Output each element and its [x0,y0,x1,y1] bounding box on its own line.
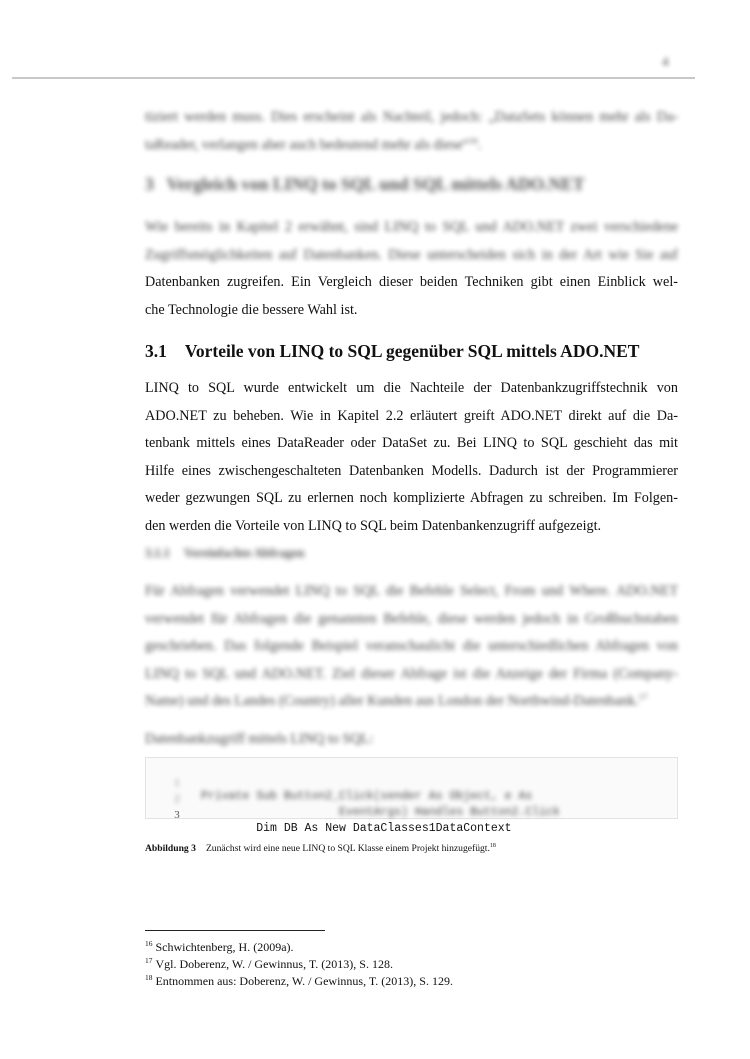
code-line-text-1: Private Sub Button2_Click(sender As Object, e As [201,790,533,803]
section-3-title: Vergleich von LINQ to SQL und SQL mittels ADO.NET [166,174,585,194]
code-intro-line: Datenbankzugriff mittels LINQ to SQL: [145,730,374,747]
section-3-heading [145,174,585,195]
section-3-1-1-number: 3.1.1 [145,546,170,560]
section-3-1-paragraph [145,375,678,540]
intro-paragraph [145,104,678,159]
footnote-18 [145,974,453,989]
code-line-number-2: 2 [174,793,180,805]
section-3-1-line-5: weder gezwungen SQL zu erlernen noch komplizierte Abfragen zu schreiben. Im Folgen- [145,490,678,506]
footnote-number-16: 16 [145,939,153,948]
section-3-blurred-line-2: Zugriffsmöglichkeiten auf Datenbanken. Diese unterscheiden sich in der Art wie Sie auf [145,246,678,263]
figure-caption [145,843,496,854]
section-3-paragraph [145,214,678,324]
footnote-text-17: Vgl. Doberenz, W. / Gewinnus, T. (2013), S. 128. [155,957,393,971]
footnote-text-18: Entnommen aus: Doberenz, W. / Gewinnus, T. (2013), S. 129. [155,974,453,988]
footnote-number-17: 17 [145,956,153,965]
section-3-1-1-heading [145,546,304,561]
section-3-line-1: Datenbanken zugreifen. Ein Vergleich dieser beiden Techniken gibt einen Einblick wel- [145,274,678,290]
intro-line-2: taReader, verlangen aber auch bedeutend mehr als diese“$^{16}$. [145,134,482,153]
section-3-1-heading [145,341,639,362]
section-3-line-2: che Technologie die bessere Wahl ist. [145,301,358,318]
section-3-1-1-line-3: geschrieben. Das folgende Beispiel veranschaulicht die unterschiedlichen Abfragen von [145,638,678,654]
figure-caption-text: Zunächst wird eine neue LINQ to SQL Klasse einem Projekt hinzugefügt. [205,843,490,854]
page-number: 4 [662,54,669,69]
section-3-1-line-4: Hilfe eines zwischengeschalteten Datenbanken Modells. Dadurch ist der Programmierer [145,462,678,479]
section-3-1-line-1: LINQ to SQL wurde entwickelt um die Nachteile der Datenbankzugriffstechnik von [145,380,678,396]
section-3-1-1-title: Vereinfachte Abfragen [184,546,305,560]
footnote-rule [145,930,325,931]
footnote-17 [145,957,393,972]
code-line-number-3: 3 [174,809,180,821]
footnote-ref-16: 16 [469,134,478,145]
footnote-ref-18: 18 [489,842,496,849]
code-line-text-2: EventArgs) Handles Button2.Click [201,806,560,819]
intro-line-1: tiziert werden muss. Dies erscheint als Nachteil, jedoch: „DataSets können mehr als Da- [145,109,678,125]
footnote-number-18: 18 [145,973,153,982]
section-3-1-1-line-5: Name) und des Landes (Country) aller Kunden aus London der Northwind-Datenbank.$^{17}$ [145,691,648,709]
section-3-1-number: 3.1 [145,341,167,361]
section-3-1-1-paragraph [145,578,678,753]
code-line-text-3: Dim DB As New DataClasses1DataContext [201,822,512,835]
code-listing [145,757,678,835]
section-3-1-title: Vorteile von LINQ to SQL gegenüber SQL mittels ADO.NET [184,341,640,361]
footnote-text-16: Schwichtenberg, H. (2009a). [155,940,294,954]
header-rule [12,77,695,79]
section-3-1-1-line-2: verwendet für Abfragen die genannten Befehle, diese werden jedoch in Großbuchstaben [145,610,678,627]
figure-label: Abbildung 3 [145,843,196,854]
code-line-3 [146,796,679,848]
section-3-1-1-line-4: LINQ to SQL und ADO.NET. Ziel dieser Abfrage ist die Anzeige der Firma (Company- [145,665,678,682]
section-3-1-1-line-1: Für Abfragen verwendet LINQ to SQL die Befehle Select, From und Where. ADO.NET [145,583,678,599]
section-3-1-line-6: den werden die Vorteile von LINQ to SQL beim Datenbankenzugriff aufgezeigt. [145,517,602,534]
code-line-number-1: 1 [174,777,180,789]
section-3-blurred-line-1: Wie bereits in Kapitel 2 erwähnt, sind LINQ to SQL und ADO.NET zwei verschiedene [145,219,678,235]
section-3-1-line-2: ADO.NET zu beheben. Wie in Kapitel 2.2 erläutert greift ADO.NET direkt auf die Da- [145,407,678,424]
section-3-number: 3 [145,174,154,194]
footnote-ref-17: 17 [638,691,648,702]
section-3-1-line-3: tenbank mittels eines DataReader oder DataSet zu. Bei LINQ to SQL geschieht das mit [145,435,678,451]
footnote-16 [145,940,294,955]
